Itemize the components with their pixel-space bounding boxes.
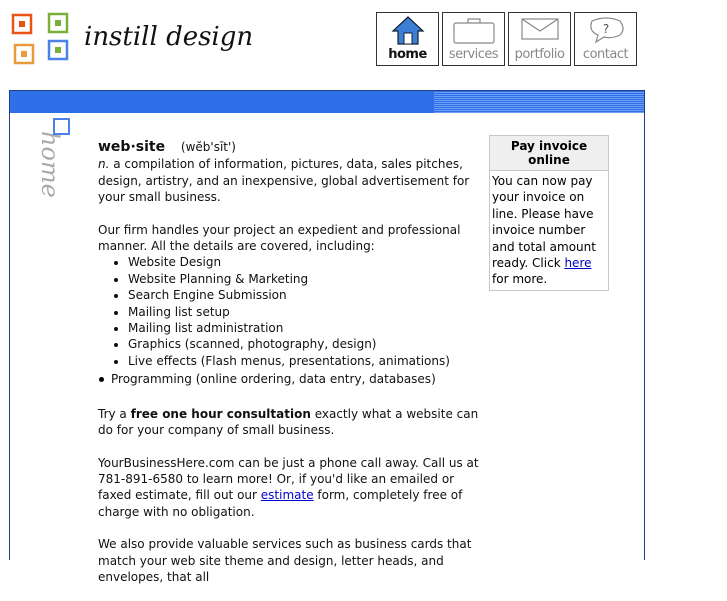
definition-body: a compilation of information, pictures, data, sales pitches, design, artistry, and an inexpensive, global advertisement for your small business. <box>98 157 470 205</box>
logo-squares-icon <box>12 14 72 66</box>
definition-word: web·site <box>98 139 166 155</box>
consult-post: exactly what a website can do for your company of small business. <box>98 406 479 438</box>
nav-home[interactable] <box>376 12 439 66</box>
list-item: • Mailing list setup <box>128 304 490 320</box>
main-content <box>98 139 490 601</box>
invoice-title: Pay invoice online <box>490 136 608 171</box>
definition-heading <box>98 139 490 155</box>
nav-home-label: home <box>388 47 427 62</box>
also-text: We also provide valuable services such as business cards that match your web site theme and design, letter heads, and envelopes, that all <box>98 537 472 584</box>
invoice-text: You can now pay your invoice on line. Please have invoice number and total amount ready. Click <box>492 174 596 271</box>
nav-services-label: services <box>448 47 499 62</box>
consultation-text <box>98 406 490 439</box>
header-bar <box>10 91 644 113</box>
section-label-vertical <box>12 127 64 198</box>
services-list <box>98 254 490 369</box>
list-item: • Live effects (Flash menus, presentations, animations) <box>128 353 490 369</box>
invoice-body <box>490 171 608 290</box>
svg-text:?: ? <box>602 22 609 36</box>
list-item: • Search Engine Submission <box>128 287 490 303</box>
house-icon <box>390 15 426 45</box>
consult-pre: Try a <box>98 406 131 421</box>
list-item: • Website Planning & Marketing <box>128 271 490 287</box>
briefcase-icon <box>450 15 498 45</box>
list-item: • Graphics (scanned, photography, design) <box>128 336 490 352</box>
nav-portfolio[interactable] <box>508 12 571 66</box>
intro-text: Our firm handles your project an expedient and professional manner. All the details are covered, including: <box>98 222 461 254</box>
nav-contact[interactable] <box>574 12 637 66</box>
section-label-text: home <box>36 131 64 198</box>
header-bar-stripes <box>434 91 644 113</box>
nav-contact-label: contact <box>582 47 629 62</box>
main-nav <box>376 12 637 66</box>
invoice-box <box>489 135 609 291</box>
nav-portfolio-label: portfolio <box>514 47 565 62</box>
content-frame <box>9 90 645 584</box>
list-item-programming: Programming (online ordering, data entry, databases) <box>98 371 490 387</box>
list-item: • Mailing list administration <box>128 320 490 336</box>
definition-pronunciation: (wĕb'sīt') <box>180 140 236 154</box>
envelope-icon <box>518 15 562 43</box>
brand-name: instill design <box>84 22 254 52</box>
list-item: • Website Design <box>128 254 490 270</box>
section-square-icon <box>53 118 70 135</box>
invoice-post: for more. <box>492 272 548 287</box>
nav-services[interactable] <box>442 12 505 66</box>
definition-pos: n. <box>98 157 110 172</box>
estimate-link[interactable]: estimate <box>260 488 314 503</box>
call-text <box>98 455 490 521</box>
consult-bold: free one hour consultation <box>130 406 311 421</box>
call-post: form, completely free of charge with no obligation. <box>98 488 463 519</box>
invoice-here-link[interactable]: here <box>564 256 592 271</box>
call-pre: YourBusinessHere.com can be just a phone call away. Call us at 781-891-6580 to learn more! Or, if you'd like an emailed or faxed estimate, fill out our <box>98 455 479 503</box>
definition-text <box>98 156 490 205</box>
speech-bubble-icon <box>584 15 628 45</box>
